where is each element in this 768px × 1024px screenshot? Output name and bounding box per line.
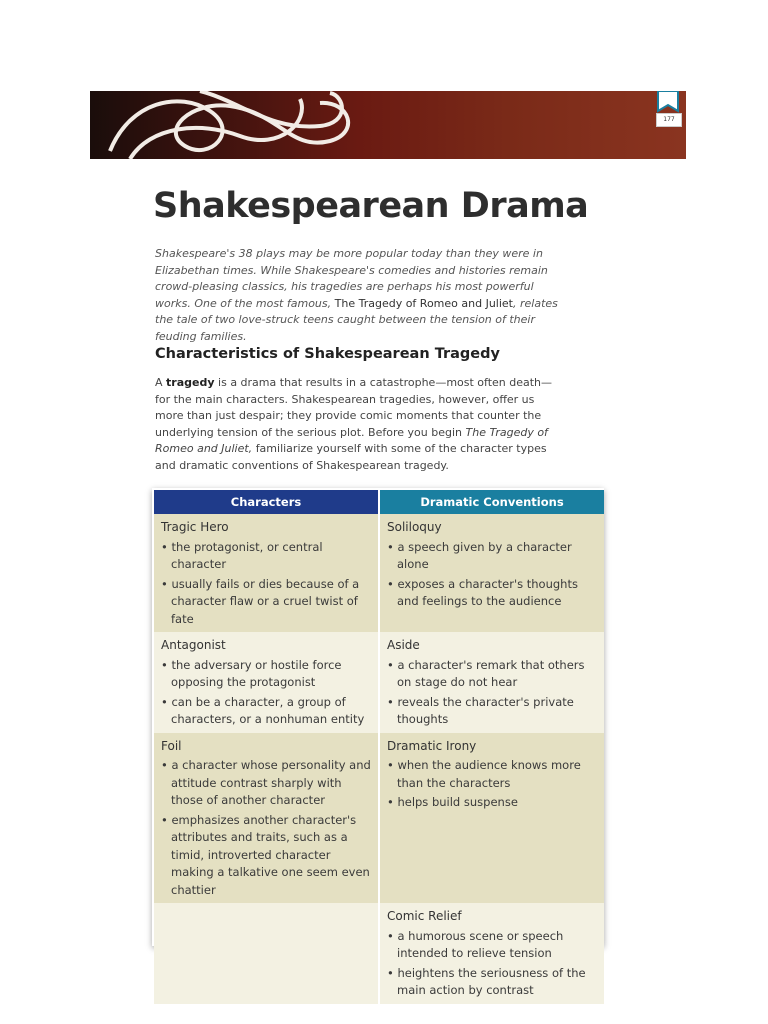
- term-tragedy: tragedy: [166, 376, 215, 389]
- table-row: [154, 632, 604, 733]
- bullet-item: • the protagonist, or central character: [161, 539, 372, 574]
- table-row: [154, 514, 604, 632]
- table-cell-empty: [154, 903, 379, 1004]
- table-cell: [379, 903, 604, 1004]
- table-cell: [379, 514, 604, 632]
- table-cell: [154, 733, 379, 904]
- term-label: Antagonist: [161, 638, 226, 652]
- table-cell: [379, 632, 604, 733]
- page-title: Shakespearean Drama: [153, 186, 589, 226]
- bullet-item: • can be a character, a group of characters, or a nonhuman entity: [161, 694, 372, 729]
- bullet-item: • helps build suspense: [387, 794, 598, 812]
- table-cell: [154, 514, 379, 632]
- term-label: Aside: [387, 638, 420, 652]
- header-banner: [90, 91, 686, 159]
- term-label: Soliloquy: [387, 520, 442, 534]
- bullet-item: • exposes a character's thoughts and feelings to the audience: [387, 576, 598, 611]
- conventions-table: [152, 488, 604, 997]
- page-number: 177: [656, 113, 682, 127]
- bullet-item: • a speech given by a character alone: [387, 539, 598, 574]
- work-title: The Tragedy of Romeo and Juliet: [334, 296, 513, 310]
- table-row: [154, 733, 604, 904]
- flourish-ornament: [90, 91, 390, 159]
- bullet-item: • the adversary or hostile force opposing the protagonist: [161, 657, 372, 692]
- term-label: Dramatic Irony: [387, 738, 477, 753]
- intro-paragraph: Shakespeare's 38 plays may be more popular today than they were in Elizabethan times. While Shakespeare's comedies and histories remain crowd-pleasing classics, his tragedies are perhaps his most powerful works. One of the most famous, The Tragedy of Romeo and Juliet, relates the tale of two love-struck teens caught between the tension of their feuding families.: [155, 247, 558, 343]
- section-heading: Characteristics of Shakespearean Tragedy: [155, 346, 500, 362]
- bullet-item: • usually fails or dies because of a character flaw or a cruel twist of fate: [161, 576, 372, 629]
- table-cell: [379, 733, 604, 904]
- table-row: [154, 903, 604, 1004]
- header-dramatic-conventions: Dramatic Conventions: [379, 490, 604, 514]
- bullet-item: • a humorous scene or speech intended to relieve tension: [387, 928, 598, 963]
- bullet-item: • a character whose personality and attitude contrast sharply with those of another character: [161, 757, 372, 810]
- bullet-item: • reveals the character's private thoughts: [387, 694, 598, 729]
- play-title: The Tragedy of Romeo and Juliet,: [155, 425, 548, 455]
- bullet-item: • heightens the seriousness of the main action by contrast: [387, 965, 598, 1000]
- bullet-item: • a character's remark that others on stage do not hear: [387, 657, 598, 692]
- section-paragraph: A tragedy is a drama that results in a catastrophe—most often death—for the main characters. Shakespearean tragedies, however, offer us more than just despair; they provide comic moments that counter the underlying tension of the serious plot. Before you begin The Tragedy of Romeo and Juliet, familiarize yourself with some of the character types and dramatic conventions of Shakespearean tragedy.: [155, 376, 553, 472]
- table-cell: [154, 632, 379, 733]
- header-characters: Characters: [154, 490, 379, 514]
- bullet-item: • when the audience knows more than the characters: [387, 757, 598, 792]
- term-label: Foil: [161, 738, 182, 753]
- term-label: Comic Relief: [387, 909, 462, 923]
- term-label: Tragic Hero: [161, 520, 229, 534]
- bullet-item: • emphasizes another character's attributes and traits, such as a timid, introverted character making a talkative one seem even chattier: [161, 812, 372, 900]
